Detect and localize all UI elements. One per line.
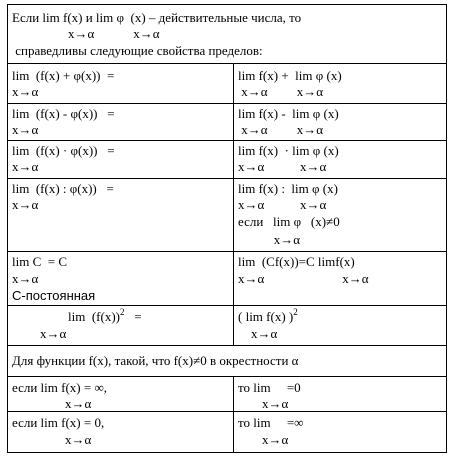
row-diff-right-sub: x→α x→α bbox=[238, 122, 324, 137]
row-constant-note: C-постоянная bbox=[12, 288, 96, 303]
row-constant-left: lim C = C bbox=[12, 254, 68, 269]
column-divider bbox=[233, 376, 234, 453]
row-diff-left: lim (f(x) - φ(x)) = bbox=[12, 106, 115, 121]
zero-limit-right: то lim =∞ bbox=[238, 415, 304, 430]
row-divider bbox=[8, 305, 446, 306]
zero-limit-left-sub: x→α bbox=[65, 432, 92, 447]
intro-line-2: x→α x→α bbox=[68, 26, 160, 41]
row-quotient-left-sub: x→α bbox=[12, 197, 39, 212]
row-power-left bbox=[68, 307, 142, 324]
row-power-right-expr: ( lim f(x) ) bbox=[238, 309, 294, 324]
infinite-limit-right-sub: x→α bbox=[262, 396, 289, 411]
row-divider bbox=[8, 178, 446, 179]
row-sum-right-sub: x→α x→α bbox=[238, 84, 324, 99]
infinite-limit-right: то lim =0 bbox=[238, 380, 301, 395]
limits-properties-table bbox=[7, 4, 447, 453]
row-divider bbox=[8, 251, 446, 252]
row-power-left-expr: lim (f(x)) bbox=[68, 309, 120, 324]
row-power-left-eq: = bbox=[124, 309, 142, 324]
row-sum-right: lim f(x) + lim φ (x) bbox=[238, 68, 342, 83]
row-power-right-exponent: 2 bbox=[293, 307, 298, 317]
row-constant-right-sub: x→α x→α bbox=[238, 271, 369, 286]
function-note: Для функции f(x), такой, что f(x)≠0 в окрестности α bbox=[12, 353, 299, 368]
row-divider bbox=[8, 411, 446, 412]
row-power-right-sub: x→α bbox=[238, 326, 278, 341]
row-product-right: lim f(x) · lim φ (x) bbox=[238, 143, 339, 158]
row-divider bbox=[8, 345, 446, 346]
row-power-right bbox=[238, 307, 298, 324]
row-diff-left-sub: x→α bbox=[12, 122, 39, 137]
intro-line-1: Если lim f(x) и lim φ (x) – действительные числа, то bbox=[12, 10, 302, 25]
row-quotient-condition-sub: x→α bbox=[238, 232, 301, 247]
row-constant-right: lim (Cf(x))=C limf(x) bbox=[238, 254, 355, 269]
row-diff-right: lim f(x) - lim φ (x) bbox=[238, 106, 339, 121]
row-quotient-left: lim (f(x) : φ(x)) = bbox=[12, 181, 114, 196]
row-divider bbox=[8, 376, 446, 377]
row-quotient-right: lim f(x) : lim φ (x) bbox=[238, 181, 338, 196]
infinite-limit-left: если lim f(x) = ∞, bbox=[12, 380, 107, 395]
row-divider bbox=[8, 140, 446, 141]
zero-limit-left: если lim f(x) = 0, bbox=[12, 415, 105, 430]
infinite-limit-left-sub: x→α bbox=[65, 396, 92, 411]
row-divider bbox=[8, 103, 446, 104]
row-sum-left: lim (f(x) + φ(x)) = bbox=[12, 68, 115, 83]
row-quotient-condition: если lim φ (x)≠0 bbox=[238, 214, 340, 229]
row-product-left-sub: x→α bbox=[12, 159, 39, 174]
intro-line-3: справедливы следующие свойства пределов: bbox=[12, 43, 263, 58]
row-product-right-sub: x→α x→α bbox=[238, 159, 327, 174]
row-constant-left-sub: x→α bbox=[12, 271, 39, 286]
row-product-left: lim (f(x) · φ(x)) = bbox=[12, 143, 115, 158]
row-sum-left-sub: x→α bbox=[12, 84, 39, 99]
row-power-left-sub: x→α bbox=[40, 326, 67, 341]
row-power-left-exponent: 2 bbox=[119, 307, 125, 317]
zero-limit-right-sub: x→α bbox=[262, 432, 289, 447]
column-divider bbox=[233, 63, 234, 345]
row-divider bbox=[8, 63, 446, 64]
row-quotient-right-sub: x→α x→α bbox=[238, 197, 327, 212]
